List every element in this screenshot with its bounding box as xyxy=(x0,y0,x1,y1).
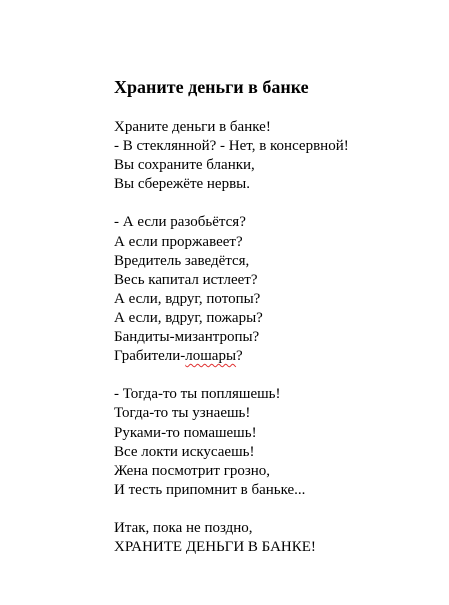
poem-line: Вы сохраните бланки, xyxy=(114,157,255,174)
line-text: Грабители- xyxy=(114,348,186,365)
poem-line: Вредитель заведётся, xyxy=(114,252,250,269)
spellcheck-marked-word[interactable]: лошары xyxy=(185,348,237,365)
line-text: ? xyxy=(236,348,243,365)
poem-line: - Тогда-то ты попляшешь! xyxy=(114,386,281,403)
poem-line: А если, вдруг, пожары? xyxy=(114,309,263,326)
poem-line: Весь капитал истлеет? xyxy=(114,271,258,288)
poem-line: И тесть припомнит в баньке... xyxy=(114,481,306,498)
poem-title: Храните деньги в банке xyxy=(114,77,309,97)
poem-line: Храните деньги в банке! xyxy=(114,119,271,135)
poem-line: Руками-то помашешь! xyxy=(114,424,257,441)
poem-line: Жена посмотрит грозно, xyxy=(114,462,271,479)
poem-line xyxy=(114,347,349,366)
poem-line: Вы сбережёте нервы. xyxy=(114,176,251,193)
poem-line: А если проржавеет? xyxy=(114,233,243,250)
stanza-2 xyxy=(114,213,349,366)
stanza-4 xyxy=(114,519,349,557)
poem-line: А если, вдруг, потопы? xyxy=(114,290,261,307)
poem-line: Итак, пока не поздно, xyxy=(114,519,253,536)
poem-body xyxy=(114,118,349,557)
poem-line: - А если разобьётся? xyxy=(114,214,246,231)
stanza-3 xyxy=(114,385,349,500)
stanza-1 xyxy=(114,118,349,194)
poem-line: Тогда-то ты узнаешь! xyxy=(114,405,251,422)
poem-line: ХРАНИТЕ ДЕНЬГИ В БАНКЕ! xyxy=(114,539,316,556)
poem-line: Бандиты-мизантропы? xyxy=(114,329,260,346)
poem-line: - В стеклянной? - Нет, в консервной! xyxy=(114,138,349,155)
poem-line: Все локти искусаешь! xyxy=(114,443,255,460)
